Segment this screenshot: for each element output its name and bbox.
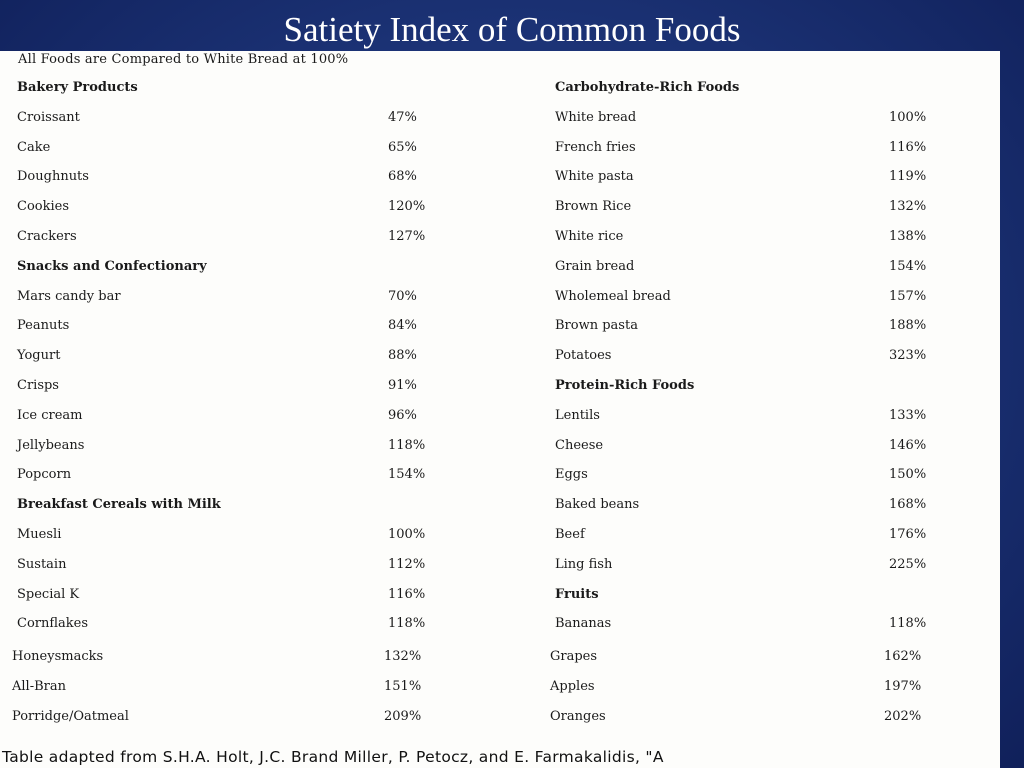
satiety-value: 118% [889, 616, 927, 631]
satiety-value: 116% [889, 140, 927, 155]
table-row [17, 346, 537, 366]
satiety-value: 47% [388, 110, 417, 125]
satiety-value: 151% [384, 679, 422, 694]
food-name: Brown pasta [555, 318, 638, 333]
food-name: White rice [555, 229, 624, 244]
table-row [555, 436, 995, 456]
food-name: Doughnuts [17, 169, 89, 184]
food-name: Crisps [17, 378, 59, 393]
food-name: All-Bran [12, 679, 66, 694]
table-row [555, 614, 995, 634]
table-row [17, 167, 537, 187]
table-row [550, 677, 990, 697]
food-name: Jellybeans [17, 438, 85, 453]
food-name: Ling fish [555, 557, 613, 572]
slide-title: Satiety Index of Common Foods [283, 10, 741, 49]
category-heading [555, 585, 995, 605]
satiety-value: 132% [889, 199, 927, 214]
satiety-value: 68% [388, 169, 417, 184]
food-name: Mars candy bar [17, 289, 121, 304]
table-row [17, 376, 537, 396]
food-name: French fries [555, 140, 636, 155]
table-row [17, 197, 537, 217]
food-name: Bananas [555, 616, 612, 631]
satiety-value: 202% [884, 709, 922, 724]
satiety-value: 96% [388, 408, 417, 423]
satiety-value: 118% [388, 438, 426, 453]
table-row [555, 316, 995, 336]
food-name: Cookies [17, 199, 69, 214]
table-row [550, 647, 990, 667]
category-label: Bakery Products [17, 80, 138, 95]
table-row [555, 346, 995, 366]
table-subtitle: All Foods are Compared to White Bread at 100% [18, 52, 349, 67]
food-name: White pasta [555, 169, 634, 184]
category-label: Carbohydrate-Rich Foods [555, 80, 740, 95]
satiety-value: 154% [889, 259, 927, 274]
citation-text: Table adapted from S.H.A. Holt, J.C. Brand Miller, P. Petocz, and E. Farmakalidis, "A [2, 748, 664, 766]
table-row [17, 436, 537, 456]
food-name: Grapes [550, 649, 598, 664]
food-name: Beef [555, 527, 585, 542]
satiety-value: 84% [388, 318, 417, 333]
table-row [555, 108, 995, 128]
food-name: Ice cream [17, 408, 83, 423]
satiety-value: 127% [388, 229, 426, 244]
satiety-value: 120% [388, 199, 426, 214]
table-row [555, 257, 995, 277]
table-row [555, 465, 995, 485]
table-row [17, 316, 537, 336]
satiety-value: 70% [388, 289, 417, 304]
table-row [555, 227, 995, 247]
category-heading [17, 495, 537, 515]
food-name: Yogurt [17, 348, 61, 363]
category-heading [555, 376, 995, 396]
food-name: Honeysmacks [12, 649, 104, 664]
satiety-value: 176% [889, 527, 927, 542]
table-row [555, 406, 995, 426]
food-name: Lentils [555, 408, 600, 423]
satiety-value: 209% [384, 709, 422, 724]
satiety-value: 188% [889, 318, 927, 333]
food-name: Cheese [555, 438, 604, 453]
category-label: Snacks and Confectionary [17, 259, 207, 274]
satiety-value: 138% [889, 229, 927, 244]
category-heading [17, 78, 537, 98]
food-name: Cake [17, 140, 51, 155]
food-name: Oranges [550, 709, 606, 724]
satiety-value: 88% [388, 348, 417, 363]
table-row [555, 138, 995, 158]
satiety-value: 132% [384, 649, 422, 664]
table-row [555, 495, 995, 515]
food-name: Croissant [17, 110, 80, 125]
satiety-value: 162% [884, 649, 922, 664]
table-row [17, 287, 537, 307]
satiety-value: 197% [884, 679, 922, 694]
table-row [17, 525, 537, 545]
table-row [17, 465, 537, 485]
table-row [555, 197, 995, 217]
satiety-value: 146% [889, 438, 927, 453]
food-name: White bread [555, 110, 637, 125]
food-name: Popcorn [17, 467, 72, 482]
food-name: Porridge/Oatmeal [12, 709, 129, 724]
table-row [17, 227, 537, 247]
table-row [12, 677, 532, 697]
table-row [17, 555, 537, 575]
category-label: Protein-Rich Foods [555, 378, 695, 393]
food-name: Sustain [17, 557, 67, 572]
satiety-value: 100% [388, 527, 426, 542]
category-heading [555, 78, 995, 98]
satiety-value: 118% [388, 616, 426, 631]
food-name: Cornflakes [17, 616, 89, 631]
satiety-value: 168% [889, 497, 927, 512]
table-row [555, 525, 995, 545]
food-name: Potatoes [555, 348, 612, 363]
satiety-value: 157% [889, 289, 927, 304]
food-name: Muesli [17, 527, 62, 542]
food-name: Peanuts [17, 318, 70, 333]
table-row [555, 287, 995, 307]
table-row [17, 406, 537, 426]
food-name: Apples [550, 679, 595, 694]
food-name: Wholemeal bread [555, 289, 671, 304]
food-name: Brown Rice [555, 199, 632, 214]
satiety-value: 100% [889, 110, 927, 125]
table-row [555, 555, 995, 575]
food-name: Baked beans [555, 497, 640, 512]
satiety-value: 150% [889, 467, 927, 482]
food-name: Special K [17, 587, 80, 602]
citation-band [0, 737, 1000, 768]
satiety-value: 154% [388, 467, 426, 482]
satiety-value: 65% [388, 140, 417, 155]
satiety-value: 116% [388, 587, 426, 602]
table-row [550, 707, 990, 727]
table-row [17, 585, 537, 605]
satiety-value: 225% [889, 557, 927, 572]
table-row [17, 108, 537, 128]
satiety-value: 323% [889, 348, 927, 363]
table-row [12, 647, 532, 667]
satiety-value: 91% [388, 378, 417, 393]
satiety-value: 112% [388, 557, 426, 572]
food-name: Grain bread [555, 259, 635, 274]
satiety-table [0, 51, 1000, 737]
food-name: Crackers [17, 229, 77, 244]
table-row [17, 614, 537, 634]
table-row [12, 707, 532, 727]
category-heading [17, 257, 537, 277]
satiety-value: 119% [889, 169, 927, 184]
category-label: Fruits [555, 587, 599, 602]
satiety-value: 133% [889, 408, 927, 423]
food-name: Eggs [555, 467, 588, 482]
category-label: Breakfast Cereals with Milk [17, 497, 221, 512]
table-row [555, 167, 995, 187]
table-row [17, 138, 537, 158]
